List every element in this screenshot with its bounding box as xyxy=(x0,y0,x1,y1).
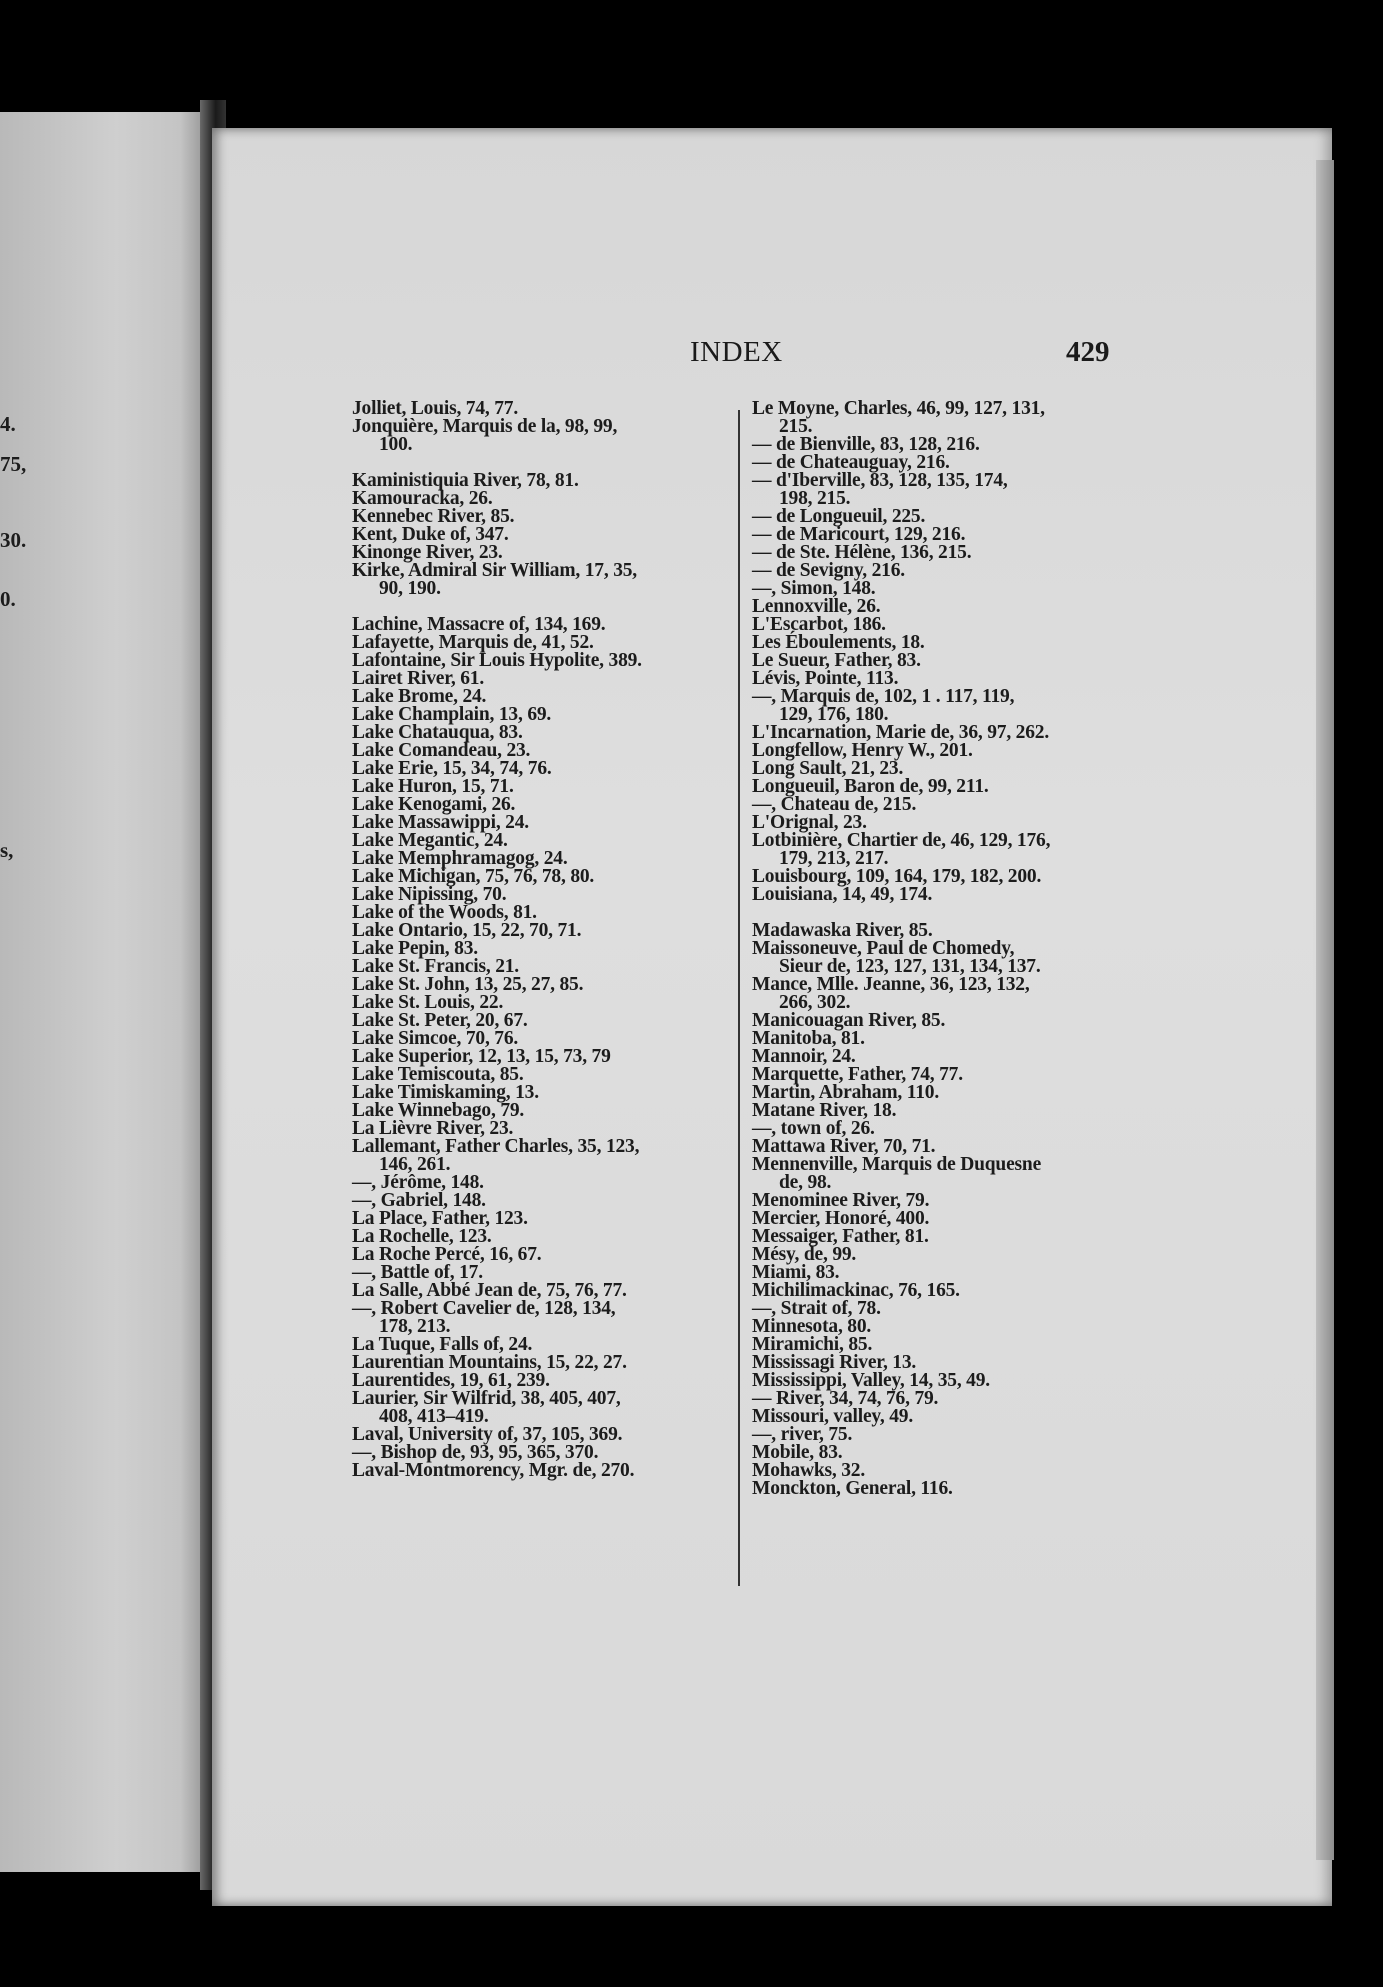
index-entry: 100. xyxy=(379,434,413,455)
index-entry: Lake Kenogami, 26. xyxy=(352,794,516,815)
index-entry: La Lièvre River, 23. xyxy=(352,1118,514,1139)
index-entry: — de Bienville, 83, 128, 216. xyxy=(752,434,980,455)
index-entry: Mance, Mlle. Jeanne, 36, 123, 132, xyxy=(752,974,1030,995)
index-entry: Lake Huron, 15, 71. xyxy=(352,776,514,797)
index-entry: Laurier, Sir Wilfrid, 38, 405, 407, xyxy=(352,1388,621,1409)
index-entry: Sieur de, 123, 127, 131, 134, 137. xyxy=(779,956,1041,977)
left-page xyxy=(0,112,212,1872)
index-entry: Lake Memphramagog, 24. xyxy=(352,848,568,869)
index-entry: Mésy, de, 99. xyxy=(752,1244,857,1265)
index-entry: Lake St. John, 13, 25, 27, 85. xyxy=(352,974,584,995)
index-entry: Lake Erie, 15, 34, 74, 76. xyxy=(352,758,552,779)
index-entry: Lake Superior, 12, 13, 15, 73, 79 xyxy=(352,1046,611,1067)
left-page-fragment: s, xyxy=(0,838,14,862)
index-entry: Manitoba, 81. xyxy=(752,1028,865,1049)
index-entry: L'Incarnation, Marie de, 36, 97, 262. xyxy=(752,722,1050,743)
index-entry: Lake Pepin, 83. xyxy=(352,938,478,959)
index-entry: L'Orignal, 23. xyxy=(752,812,867,833)
index-entry: 179, 213, 217. xyxy=(779,848,889,869)
index-entry: La Salle, Abbé Jean de, 75, 76, 77. xyxy=(352,1280,627,1301)
index-entry: Lake of the Woods, 81. xyxy=(352,902,537,923)
column-divider xyxy=(738,410,740,1586)
index-entry: Kirke, Admiral Sir William, 17, 35, xyxy=(352,560,637,581)
index-entry: Maissoneuve, Paul de Chomedy, xyxy=(752,938,1015,959)
index-entry: Lake Chatauqua, 83. xyxy=(352,722,523,743)
index-entry: —, Bishop de, 93, 95, 365, 370. xyxy=(352,1442,599,1463)
index-entry: 146, 261. xyxy=(379,1154,451,1175)
index-entry: Miramichi, 85. xyxy=(752,1334,873,1355)
index-entry: La Place, Father, 123. xyxy=(352,1208,528,1229)
index-entry: Jonquière, Marquis de la, 98, 99, xyxy=(352,416,618,437)
index-entry: Kinonge River, 23. xyxy=(352,542,503,563)
index-entry: Mohawks, 32. xyxy=(752,1460,865,1481)
index-entry: La Rochelle, 123. xyxy=(352,1226,492,1247)
left-page-fragment: 30. xyxy=(0,528,27,552)
index-entry: Longueuil, Baron de, 99, 211. xyxy=(752,776,989,797)
index-entry: 408, 413–419. xyxy=(379,1406,489,1427)
index-entry: Mannoir, 24. xyxy=(752,1046,856,1067)
index-entry: — de Maricourt, 129, 216. xyxy=(752,524,966,545)
index-entry: Le Sueur, Father, 83. xyxy=(752,650,921,671)
index-entry: Laval, University of, 37, 105, 369. xyxy=(352,1424,623,1445)
index-entry: Laval-Montmorency, Mgr. de, 270. xyxy=(352,1460,635,1481)
index-entry: Les Éboulements, 18. xyxy=(752,632,925,653)
index-entry: Lafayette, Marquis de, 41, 52. xyxy=(352,632,594,653)
index-entry: Menominee River, 79. xyxy=(752,1190,930,1211)
index-entry: Louisiana, 14, 49, 174. xyxy=(752,884,933,905)
index-entry: —, Robert Cavelier de, 128, 134, xyxy=(352,1298,616,1319)
index-column-right xyxy=(752,400,1122,1498)
index-entry: — de Longueuil, 225. xyxy=(752,506,926,527)
index-entry: Laurentides, 19, 61, 239. xyxy=(352,1370,550,1391)
index-entry: Kennebec River, 85. xyxy=(352,506,515,527)
index-entry: Martin, Abraham, 110. xyxy=(752,1082,940,1103)
index-entry: Mattawa River, 70, 71. xyxy=(752,1136,936,1157)
index-entry: Lennoxville, 26. xyxy=(752,596,881,617)
index-entry: —, Marquis de, 102, 1 . 117, 119, xyxy=(752,686,1015,707)
index-entry: Lake Simcoe, 70, 76. xyxy=(352,1028,519,1049)
index-entry: Mobile, 83. xyxy=(752,1442,843,1463)
index-entry: Lake Massawippi, 24. xyxy=(352,812,529,833)
index-entry: Laurentian Mountains, 15, 22, 27. xyxy=(352,1352,627,1373)
index-entry: Manicouagan River, 85. xyxy=(752,1010,946,1031)
index-entry: L'Escarbot, 186. xyxy=(752,614,886,635)
index-entry: — de Chateauguay, 216. xyxy=(752,452,950,473)
index-column-left xyxy=(352,400,722,1480)
index-entry: 129, 176, 180. xyxy=(779,704,889,725)
index-entry: —, Jérôme, 148. xyxy=(352,1172,484,1193)
index-entry: Louisbourg, 109, 164, 179, 182, 200. xyxy=(752,866,1042,887)
index-entry: Lairet River, 61. xyxy=(352,668,484,689)
index-entry: —, Simon, 148. xyxy=(752,578,876,599)
index-entry: Kent, Duke of, 347. xyxy=(352,524,509,545)
index-entry: Lafontaine, Sir Louis Hypolite, 389. xyxy=(352,650,642,671)
index-entry: Mississippi, Valley, 14, 35, 49. xyxy=(752,1370,990,1391)
index-entry: —, river, 75. xyxy=(752,1424,853,1445)
left-page-fragment: 0. xyxy=(0,587,16,611)
index-entry: — de Ste. Hélène, 136, 215. xyxy=(752,542,972,563)
index-entry: Mississagi River, 13. xyxy=(752,1352,917,1373)
index-entry: —, Chateau de, 215. xyxy=(752,794,917,815)
index-entry: Matane River, 18. xyxy=(752,1100,897,1121)
index-entry: Lallemant, Father Charles, 35, 123, xyxy=(352,1136,640,1157)
index-entry: Madawaska River, 85. xyxy=(752,920,933,941)
index-entry: Le Moyne, Charles, 46, 99, 127, 131, xyxy=(752,398,1045,419)
index-entry: 178, 213. xyxy=(379,1316,451,1337)
index-entry: Michilimackinac, 76, 165. xyxy=(752,1280,960,1301)
page-title: INDEX xyxy=(690,336,783,368)
index-entry: Kamouracka, 26. xyxy=(352,488,493,509)
index-entry: Minnesota, 80. xyxy=(752,1316,872,1337)
index-entry: Longfellow, Henry W., 201. xyxy=(752,740,973,761)
index-entry: Lake Champlain, 13, 69. xyxy=(352,704,552,725)
index-entry: de, 98. xyxy=(779,1172,832,1193)
index-entry: 90, 190. xyxy=(379,578,441,599)
index-entry: Lake Comandeau, 23. xyxy=(352,740,531,761)
index-entry: —, Strait of, 78. xyxy=(752,1298,881,1319)
index-entry: Mercier, Honoré, 400. xyxy=(752,1208,930,1229)
index-entry: La Tuque, Falls of, 24. xyxy=(352,1334,533,1355)
index-entry: Mennenville, Marquis de Duquesne xyxy=(752,1154,1042,1175)
index-entry: Lévis, Pointe, 113. xyxy=(752,668,899,689)
index-entry: Lotbinière, Chartier de, 46, 129, 176, xyxy=(752,830,1051,851)
left-page-fragment: 75, xyxy=(0,452,27,476)
index-entry: —, town of, 26. xyxy=(752,1118,875,1139)
index-entry: Lake Megantic, 24. xyxy=(352,830,508,851)
index-entry: — de Sevigny, 216. xyxy=(752,560,905,581)
index-entry: Kaministiquia River, 78, 81. xyxy=(352,470,579,491)
index-entry: Lake Winnebago, 79. xyxy=(352,1100,525,1121)
index-entry: 198, 215. xyxy=(779,488,851,509)
index-entry: —, Gabriel, 148. xyxy=(352,1190,486,1211)
index-entry: Marquette, Father, 74, 77. xyxy=(752,1064,963,1085)
index-entry: Lake Brome, 24. xyxy=(352,686,487,707)
index-entry: Lake St. Louis, 22. xyxy=(352,992,504,1013)
index-entry: 215. xyxy=(779,416,813,437)
index-entry: Missouri, valley, 49. xyxy=(752,1406,914,1427)
index-entry: Lake St. Francis, 21. xyxy=(352,956,519,977)
index-entry: Lake St. Peter, 20, 67. xyxy=(352,1010,528,1031)
index-entry: —, Battle of, 17. xyxy=(352,1262,483,1283)
index-entry: Lake Michigan, 75, 76, 78, 80. xyxy=(352,866,595,887)
left-page-fragment: 4. xyxy=(0,412,16,436)
index-entry: Lake Temiscouta, 85. xyxy=(352,1064,524,1085)
index-entry: Lake Nipissing, 70. xyxy=(352,884,507,905)
index-entry: La Roche Percé, 16, 67. xyxy=(352,1244,542,1265)
index-entry: — d'Iberville, 83, 128, 135, 174, xyxy=(752,470,1008,491)
index-entry: — River, 34, 74, 76, 79. xyxy=(752,1388,939,1409)
page-edge xyxy=(1316,160,1334,1860)
index-entry: Lake Timiskaming, 13. xyxy=(352,1082,539,1103)
index-entry: Messaiger, Father, 81. xyxy=(752,1226,929,1247)
index-entry: Monckton, General, 116. xyxy=(752,1478,953,1499)
index-entry: Miami, 83. xyxy=(752,1262,840,1283)
index-entry: 266, 302. xyxy=(779,992,851,1013)
index-entry: Long Sault, 21, 23. xyxy=(752,758,904,779)
page-number: 429 xyxy=(1066,336,1110,368)
index-entry: Lachine, Massacre of, 134, 169. xyxy=(352,614,606,635)
index-entry: Jolliet, Louis, 74, 77. xyxy=(352,398,519,419)
index-entry: Lake Ontario, 15, 22, 70, 71. xyxy=(352,920,582,941)
